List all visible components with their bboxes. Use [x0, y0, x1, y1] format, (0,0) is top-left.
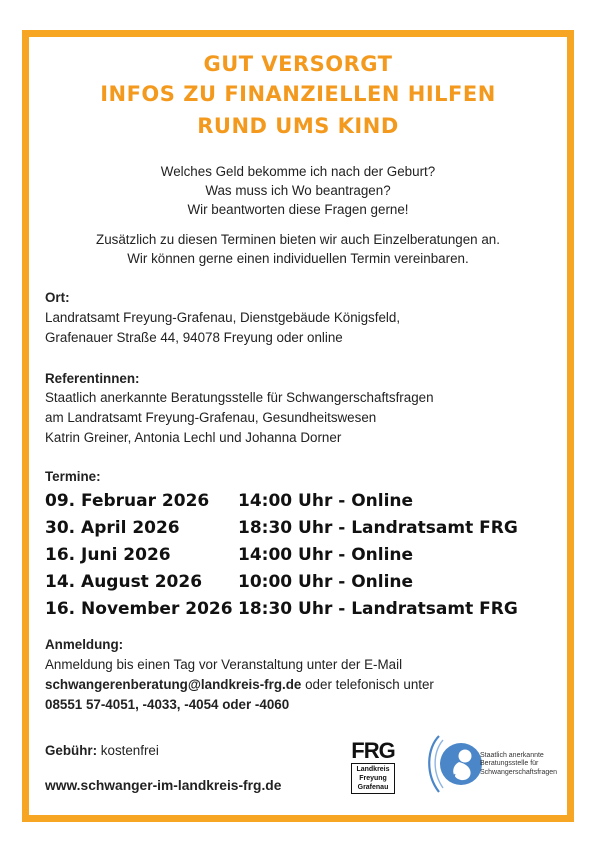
- referentinnen-line-3: Katrin Greiner, Antonia Lechl und Johanna Dorner: [45, 430, 342, 445]
- frg-logo: [345, 738, 401, 796]
- gebuehr-label: Gebühr:: [45, 743, 98, 758]
- beratungsstelle-logo-icon: [425, 730, 485, 798]
- referentinnen-label: Referentinnen:: [45, 371, 140, 386]
- termin-time: 18:30 Uhr - Landratsamt FRG: [238, 599, 518, 619]
- title-line-1: GUT VERSORGT: [203, 52, 393, 76]
- anmeldung-line-1: Anmeldung bis einen Tag vor Veranstaltung unter der E-Mail: [45, 657, 403, 672]
- beratung-line-3: Schwangerschaftsfragen: [480, 768, 558, 776]
- title-line-3: RUND UMS KIND: [197, 114, 399, 138]
- gebuehr-value: kostenfrei: [97, 743, 159, 758]
- termin-time: 18:30 Uhr - Landratsamt FRG: [238, 518, 518, 538]
- beratung-line-1: Staatlich anerkannte: [480, 752, 544, 759]
- referentinnen-line-2: am Landratsamt Freyung-Grafenau, Gesundheitswesen: [45, 410, 377, 425]
- ort-line-2: Grafenauer Straße 44, 94078 Freyung oder online: [45, 330, 343, 345]
- beratungsstelle-logo-text: [480, 752, 557, 777]
- termin-date: 30. April 2026: [45, 518, 180, 538]
- ort-line-1: Landratsamt Freyung-Grafenau, Dienstgebäude Königsfeld,: [45, 310, 401, 325]
- anmeldung-phone: 08551 57-4051, -4033, -4054 oder -4060: [45, 697, 290, 712]
- ort-label: Ort:: [45, 290, 70, 305]
- frg-box-line-3: Grafenau: [357, 784, 389, 791]
- termin-time: 14:00 Uhr - Online: [238, 491, 414, 511]
- termin-time: 10:00 Uhr - Online: [238, 572, 414, 592]
- anmeldung-line-2: [45, 677, 434, 692]
- frg-box-line-2: Freyung: [359, 775, 387, 782]
- beratung-line-2: Beratungsstelle für: [480, 760, 539, 768]
- gebuehr-line: [45, 743, 159, 758]
- termine-label: Termine:: [45, 469, 101, 484]
- anmeldung-email-link[interactable]: schwangerenberatung@landkreis-frg.de: [45, 677, 302, 692]
- termin-time: 14:00 Uhr - Online: [238, 545, 414, 565]
- intro-extra-2: Wir können gerne einen individuellen Termin vereinbaren.: [127, 251, 469, 266]
- frg-logo-box: [351, 763, 395, 794]
- termin-date: 09. Februar 2026: [45, 491, 210, 511]
- anmeldung-label: Anmeldung:: [45, 637, 124, 652]
- website-link[interactable]: www.schwanger-im-landkreis-frg.de: [45, 778, 282, 793]
- frg-logo-text: FRG: [351, 738, 395, 763]
- intro-question-2: Was muss ich Wo beantragen?: [205, 183, 391, 198]
- intro-statement: Wir beantworten diese Fragen gerne!: [187, 202, 409, 217]
- referentinnen-line-1: Staatlich anerkannte Beratungsstelle für Schwangerschaftsfragen: [45, 390, 434, 405]
- intro-extra-1: Zusätzlich zu diesen Terminen bieten wir auch Einzelberatungen an.: [96, 232, 500, 247]
- termin-date: 14. August 2026: [45, 572, 203, 592]
- title-line-2: INFOS ZU FINANZIELLEN HILFEN: [100, 82, 496, 106]
- frg-box-line-1: Landkreis: [356, 766, 390, 773]
- intro-question-1: Welches Geld bekomme ich nach der Geburt?: [160, 164, 436, 179]
- termin-date: 16. November 2026: [45, 599, 233, 619]
- termin-date: 16. Juni 2026: [45, 545, 171, 565]
- anmeldung-line-2-rest: oder telefonisch unter: [301, 677, 434, 692]
